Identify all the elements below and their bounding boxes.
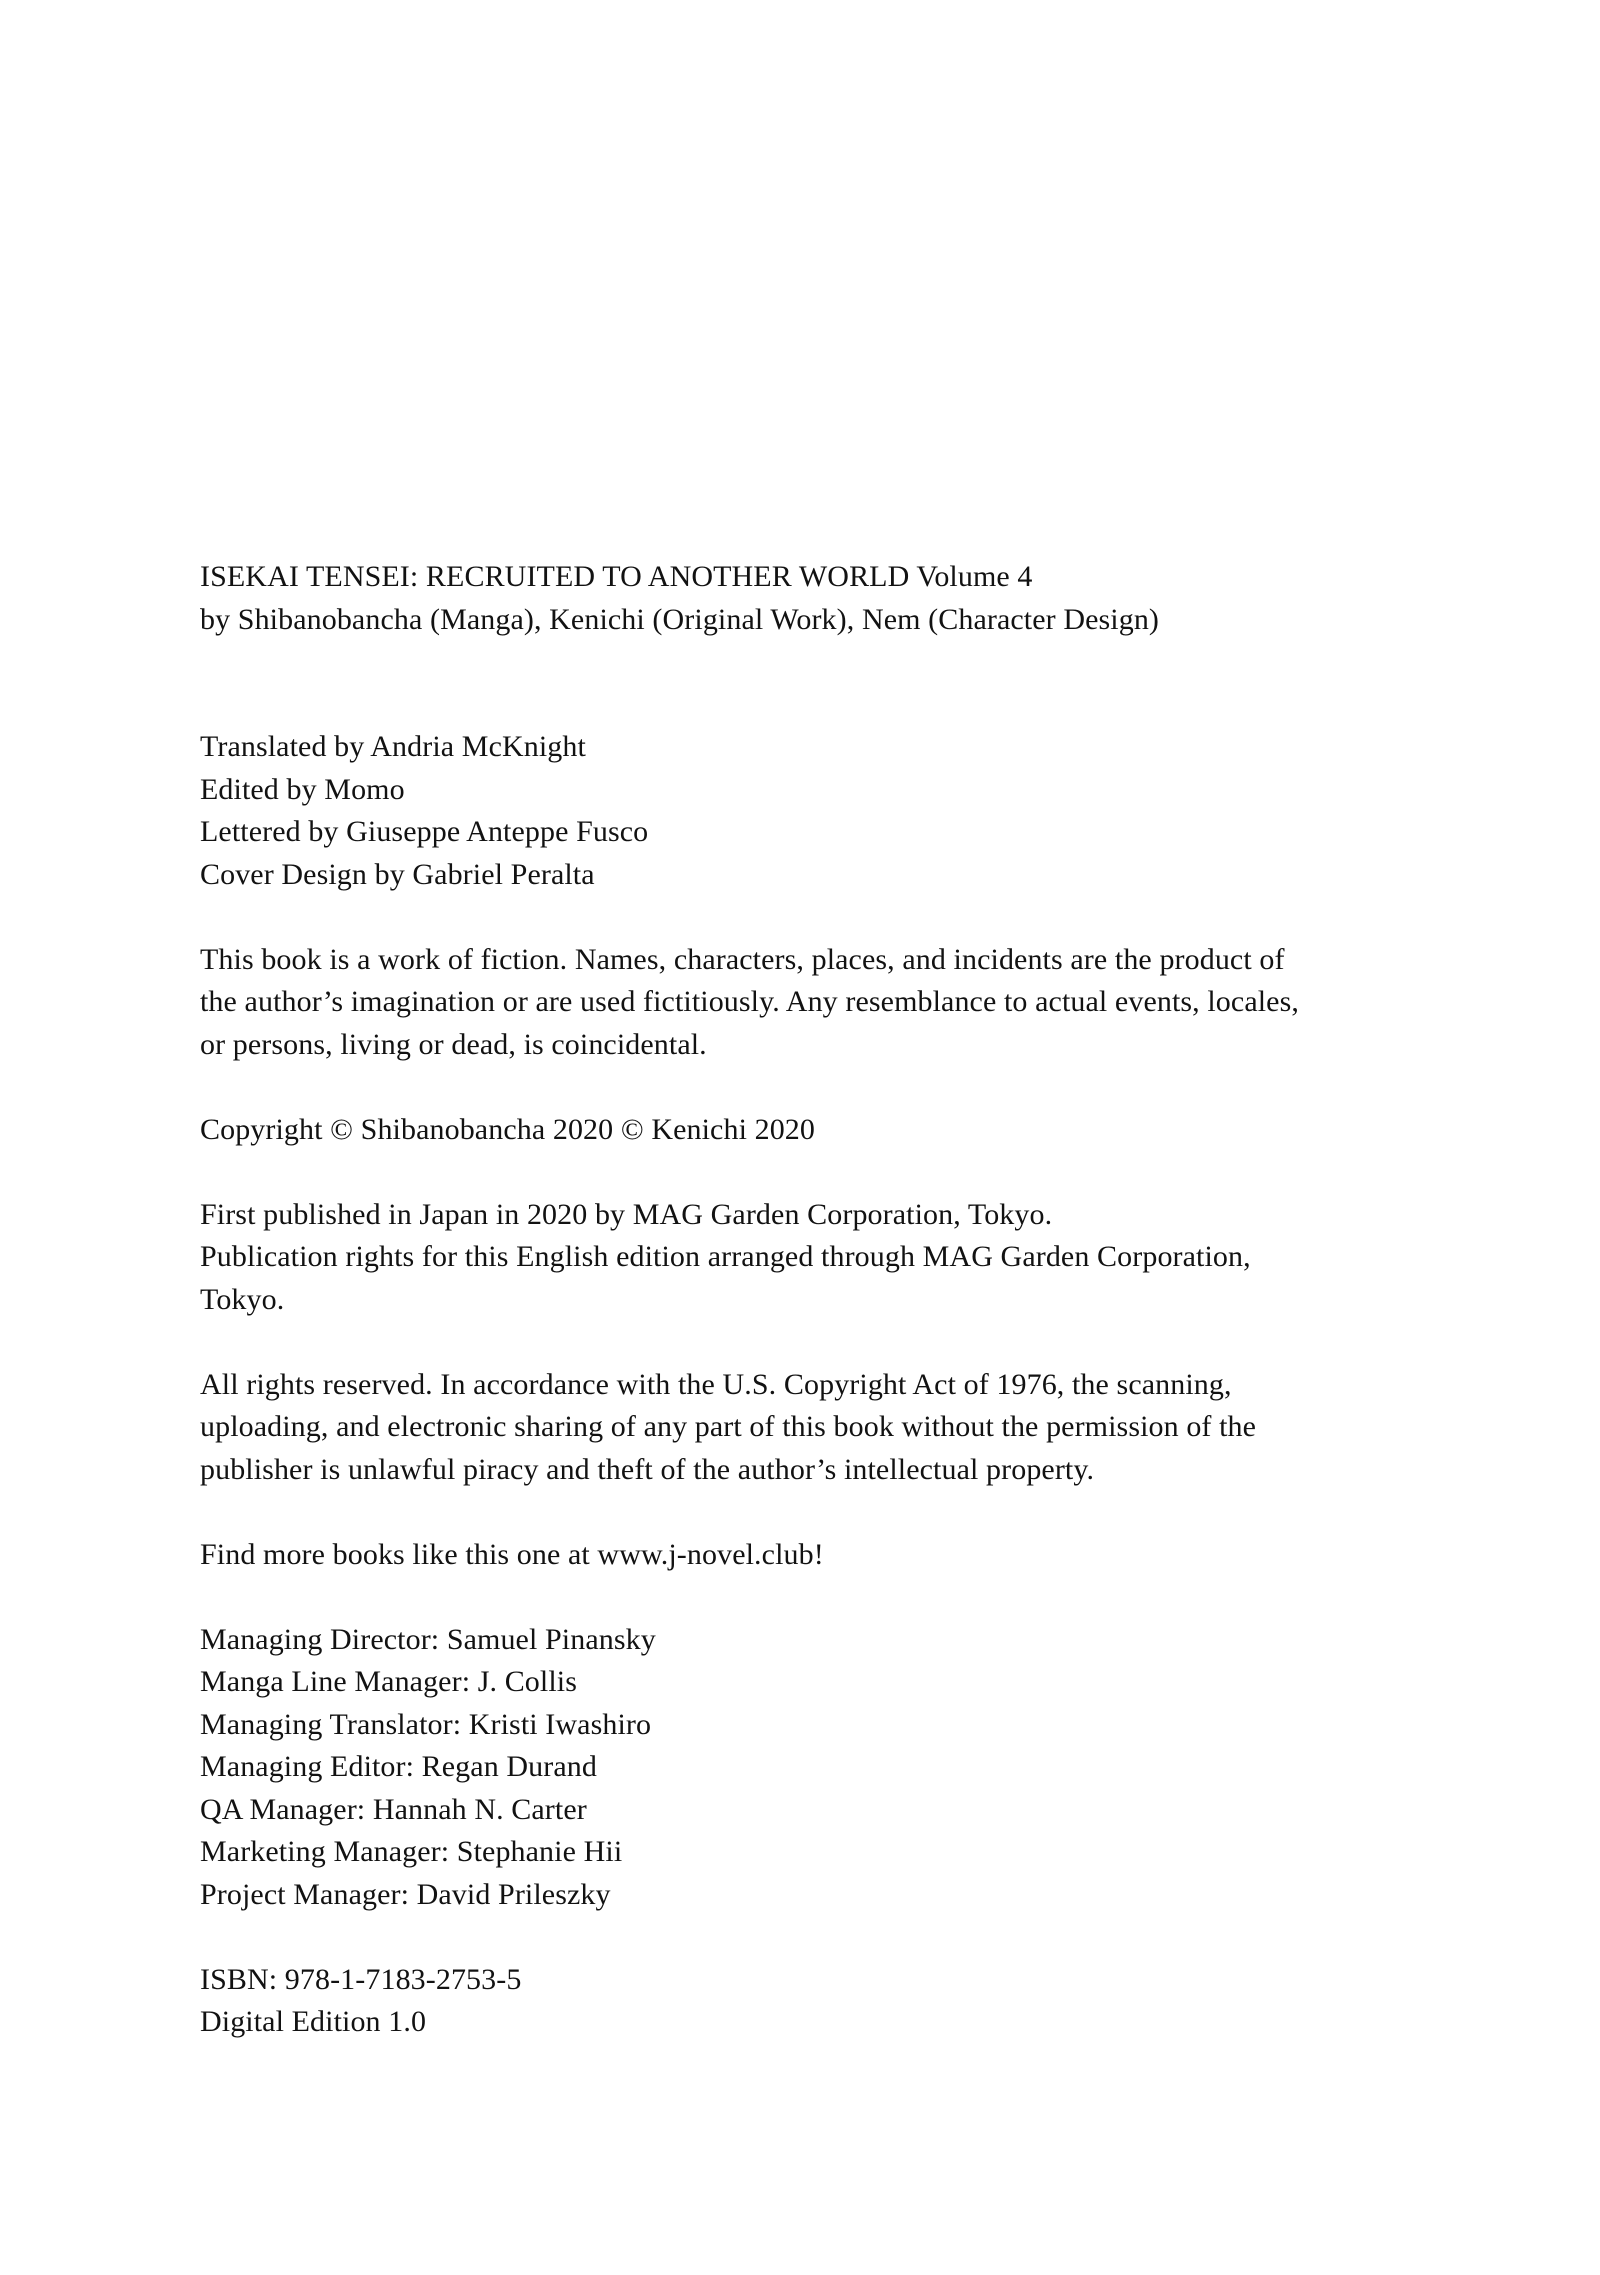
credit-letterer: Lettered by Giuseppe Anteppe Fusco bbox=[200, 815, 649, 848]
isbn-line: ISBN: 978-1-7183-2753-5 bbox=[200, 1962, 522, 1996]
copyright-line: Copyright © Shibanobancha 2020 © Kenichi 2020 bbox=[200, 1112, 816, 1146]
publication-line: First published in Japan in 2020 by MAG Garden Corporation, Tokyo. bbox=[200, 1197, 1053, 1231]
disclaimer-line: This book is a work of fiction. Names, characters, places, and incidents are the product of bbox=[200, 942, 1285, 976]
book-title: ISEKAI TENSEI: RECRUITED TO ANOTHER WORLD Volume 4 bbox=[200, 560, 1033, 593]
rights-line: All rights reserved. In accordance with the U.S. Copyright Act of 1976, the scanning, bbox=[200, 1367, 1232, 1401]
publication-line: Publication rights for this English edition arranged through MAG Garden Corporation, bbox=[200, 1240, 1251, 1273]
staff-managing-translator: Managing Translator: Kristi Iwashiro bbox=[200, 1707, 652, 1741]
edition-block bbox=[200, 1959, 1500, 2044]
staff-marketing-manager: Marketing Manager: Stephanie Hii bbox=[200, 1835, 623, 1868]
fiction-disclaimer bbox=[200, 939, 1500, 1067]
credit-cover-designer: Cover Design by Gabriel Peralta bbox=[200, 857, 595, 891]
staff-list bbox=[200, 1619, 1500, 1917]
credit-editor: Edited by Momo bbox=[200, 772, 405, 806]
staff-managing-editor: Managing Editor: Regan Durand bbox=[200, 1750, 597, 1783]
title-block bbox=[200, 556, 1500, 641]
credit-translator: Translated by Andria McKnight bbox=[200, 730, 586, 763]
publication-block bbox=[200, 1194, 1500, 1322]
colophon-content bbox=[200, 556, 1500, 2086]
rights-line: uploading, and electronic sharing of any part of this book without the permission of the bbox=[200, 1410, 1257, 1443]
credits-block bbox=[200, 726, 1500, 896]
disclaimer-line: or persons, living or dead, is coincidental. bbox=[200, 1027, 707, 1061]
staff-manga-line-manager: Manga Line Manager: J. Collis bbox=[200, 1665, 577, 1698]
find-more-line: Find more books like this one at www.j-novel.club! bbox=[200, 1537, 824, 1571]
disclaimer-line: the author’s imagination or are used fictitiously. Any resemblance to actual events, locales, bbox=[200, 985, 1299, 1018]
find-more-block bbox=[200, 1534, 1500, 1577]
staff-qa-manager: QA Manager: Hannah N. Carter bbox=[200, 1792, 587, 1826]
staff-project-manager: Project Manager: David Prileszky bbox=[200, 1877, 611, 1911]
staff-managing-director: Managing Director: Samuel Pinansky bbox=[200, 1622, 656, 1656]
copyright-block bbox=[200, 1109, 1500, 1152]
digital-edition-line: Digital Edition 1.0 bbox=[200, 2005, 427, 2038]
rights-line: publisher is unlawful piracy and theft of the author’s intellectual property. bbox=[200, 1452, 1095, 1486]
book-byline: by Shibanobancha (Manga), Kenichi (Original Work), Nem (Character Design) bbox=[200, 602, 1160, 636]
publication-line: Tokyo. bbox=[200, 1282, 285, 1316]
rights-notice bbox=[200, 1364, 1500, 1492]
